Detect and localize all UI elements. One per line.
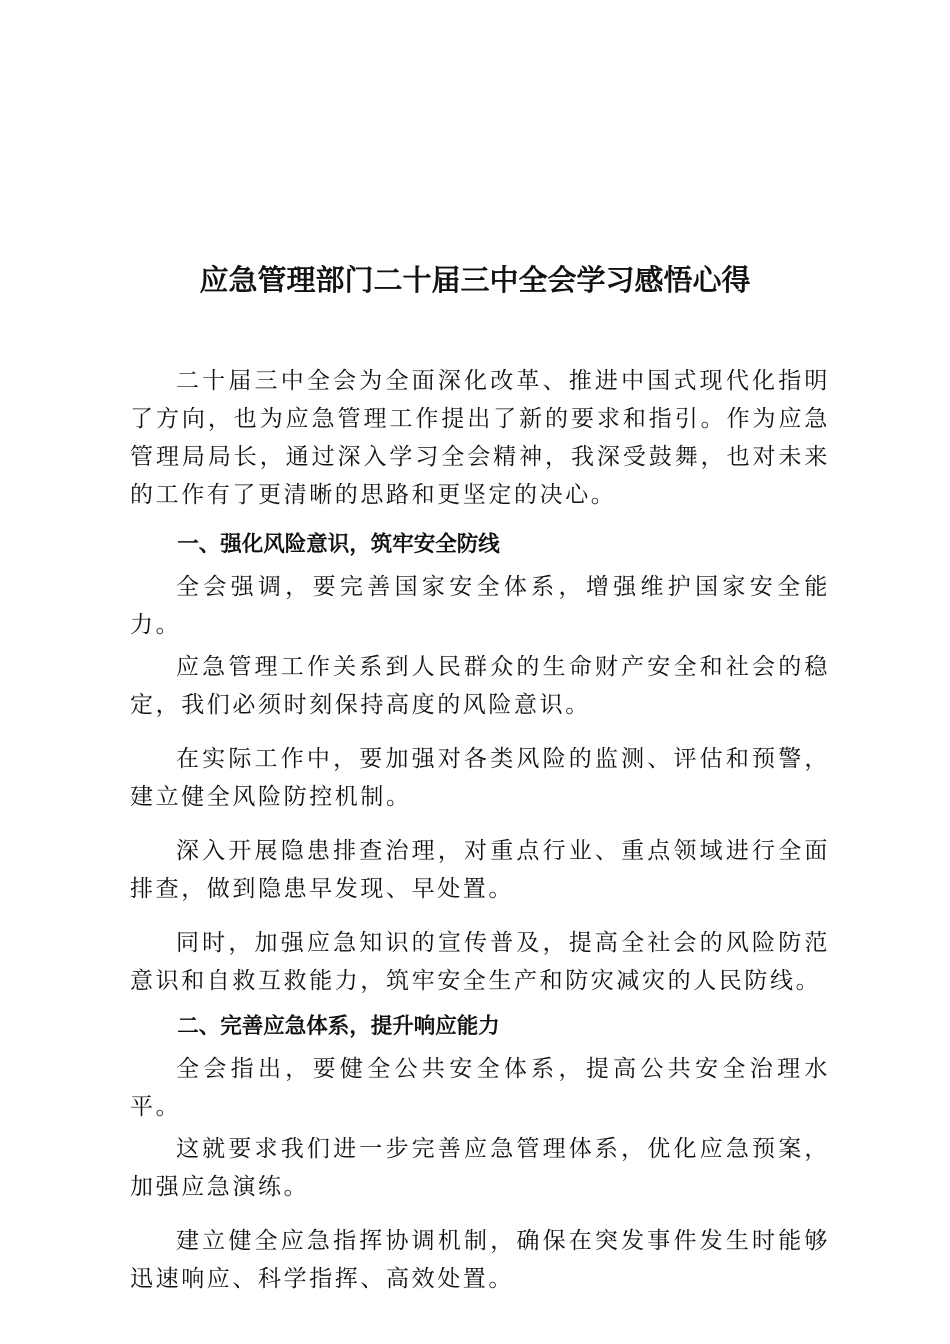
document-title: 应急管理部门二十届三中全会学习感悟心得 (199, 263, 751, 297)
section-heading-2: 二、完善应急体系，提升响应能力 (177, 1014, 500, 1039)
section1-paragraph-2: 应急管理工作关系到人民群众的生命财产安全和社会的稳定，我们必须时刻保持高度的风险意识。 (130, 654, 830, 718)
section2-paragraph-2: 这就要求我们进一步完善应急管理体系，优化应急预案，加强应急演练。 (130, 1136, 830, 1200)
section1-paragraph-3: 在实际工作中，要加强对各类风险的监测、评估和预警，建立健全风险防控机制。 (130, 746, 830, 810)
section1-paragraph-5: 同时，加强应急知识的宣传普及，提高全社会的风险防范意识和自救互救能力，筑牢安全生产和防灾减灾的人民防线。 (130, 930, 830, 994)
section1-paragraph-1: 全会强调，要完善国家安全体系，增强维护国家安全能力。 (130, 574, 830, 638)
section2-paragraph-3: 建立健全应急指挥协调机制，确保在突发事件发生时能够迅速响应、科学指挥、高效处置。 (130, 1228, 830, 1292)
document-body (130, 362, 830, 1298)
section1-paragraph-4: 深入开展隐患排查治理，对重点行业、重点领域进行全面排查，做到隐患早发现、早处置。 (130, 838, 830, 902)
intro-paragraph: 二十届三中全会为全面深化改革、推进中国式现代化指明了方向，也为应急管理工作提出了新的要求和指引。作为应急管理局局长，通过深入学习全会精神，我深受鼓舞，也对未来的工作有了更清晰的思路和更坚定的决心。 (130, 368, 830, 508)
section2-paragraph-1: 全会指出，要健全公共安全体系，提高公共安全治理水平。 (130, 1056, 830, 1120)
section-heading-1: 一、强化风险意识，筑牢安全防线 (177, 532, 500, 557)
